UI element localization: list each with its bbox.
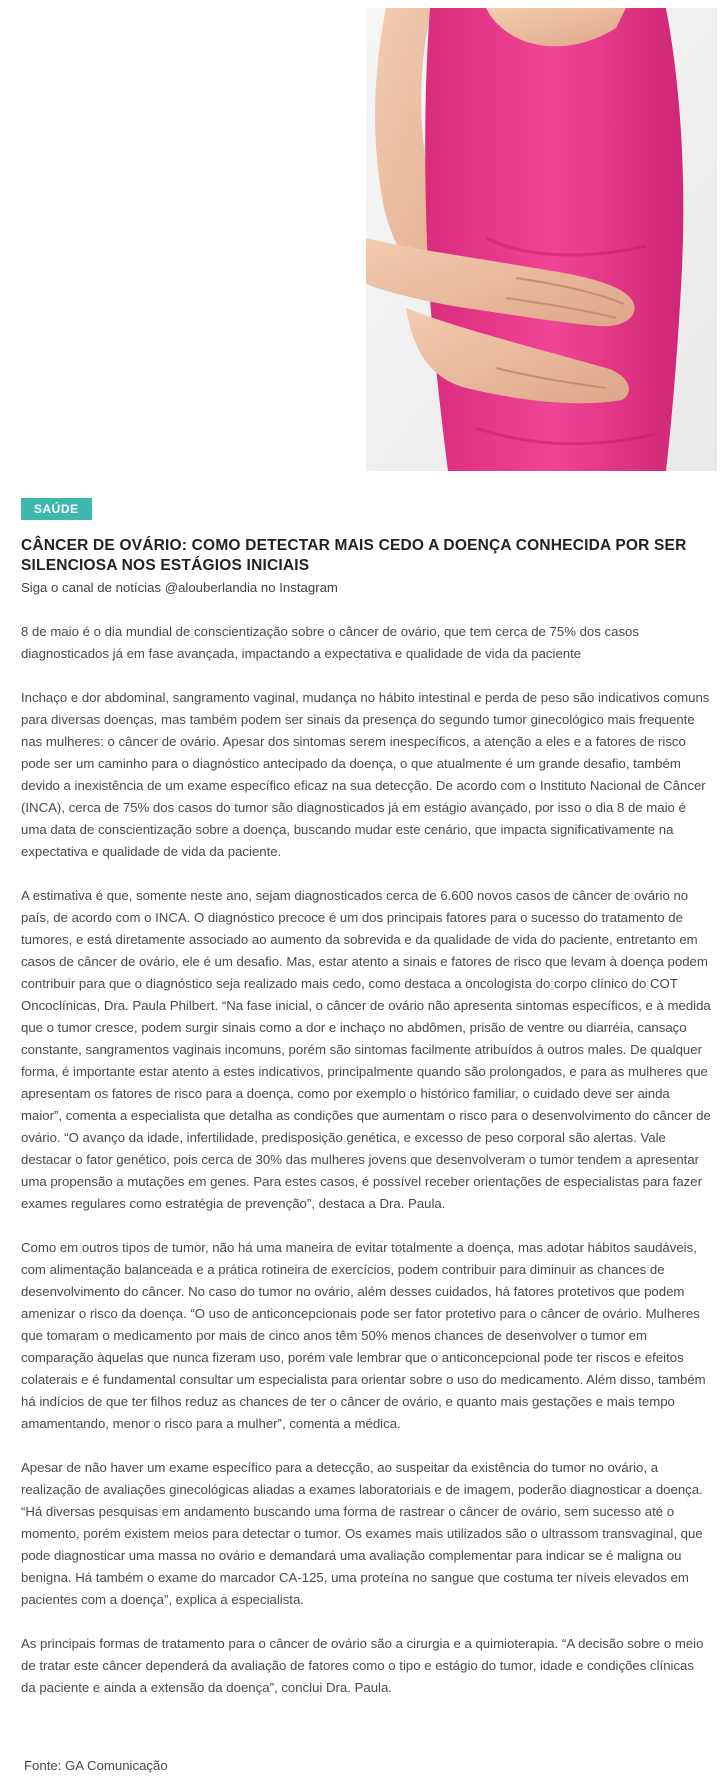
article-paragraph: 8 de maio é o dia mundial de conscientização sobre o câncer de ovário, que tem cerca de 75% dos casos diagnosticados já em fase avançada, impactando a expectativa e qualidade de vida da paciente (21, 624, 639, 661)
article-paragraph: Apesar de não haver um exame específico para a detecção, ao suspeitar da existência do tumor no ovário, a realização de avaliações ginecológicas aliadas a exames laboratoriais e de imagem, poderão diagnosticar a doença. “Há diversas pesquisas em andamento buscando uma forma de rastrear o câncer de ovário, sem sucesso até o momento, porém existem meios para detectar o tumor. Os exames mais utilizados são o ultrassom transvaginal, que pode diagnosticar uma massa no ovário e demandará uma avaliação complementar para indicar se é maligna ou benigna. Há também o exame do marcador CA-125, uma proteína no sangue que costuma ter níveis elevados em pacientes com a doença”, explica a especialista. (21, 1460, 703, 1607)
article-subtitle: Siga o canal de notícias @alouberlandia no Instagram (21, 580, 338, 595)
category-badge[interactable]: SAÚDE (21, 498, 92, 520)
article-paragraph: Como em outros tipos de tumor, não há uma maneira de evitar totalmente a doença, mas adotar hábitos saudáveis, com alimentação balanceada e a prática rotineira de exercícios, podem contribuir para diminuir as chances de desenvolvimento do câncer. No caso do tumor no ovário, além desses cuidados, há fatores protetivos que podem amenizar o risco da doença. “O uso de anticoncepcionais pode ser fator protetivo para o câncer de ovário. Mulheres que tomaram o medicamento por mais de cinco anos têm 50% menos chances de desenvolver o tumor em comparação àquelas que nunca fizeram uso, porém vale lembrar que o anticoncepcional pode ter riscos e efeitos colaterais e é fundamental consultar um especialista para orientar sobre o uso do medicamento. Além disso, também há indícios de que ter filhos reduz as chances de ter o câncer de ovário, e quanto mais gestações e mais tempo amamentando, menor o risco para a mulher”, comenta a médica. (21, 1240, 706, 1431)
article-paragraph: Inchaço e dor abdominal, sangramento vaginal, mudança no hábito intestinal e perda de peso são indicativos comuns para diversas doenças, mas também podem ser sinais da presença do segundo tumor ginecológico mais frequente nas mulheres: o câncer de ovário. Apesar dos sintomas serem inespecíficos, a atenção a eles e a fatores de risco pode ser um caminho para o diagnóstico antecipado da doença, o que atualmente é um grande desafio, também devido a inexistência de um exame específico eficaz na sua detecção. De acordo com o Instituto Nacional de Câncer (INCA), cerca de 75% dos casos do tumor são diagnosticados já em estágio avançado, por isso o dia 8 de maio é uma data de conscientização sobre a doença, buscando mudar este cenário, que impacta significativamente na expectativa e qualidade de vida da paciente. (21, 690, 710, 859)
article-paragraph: As principais formas de tratamento para o câncer de ovário são a cirurgia e a quimioterapia. “A decisão sobre o meio de tratar este câncer dependerá da avaliação de fatores como o tipo e estágio do tumor, idade e condições clínicas da paciente e ainda a extensão da doença”, conclui Dra. Paula. (21, 1636, 704, 1695)
article-hero-image (366, 8, 717, 471)
article-source: Fonte: GA Comunicação (24, 1758, 168, 1773)
article-body (21, 621, 711, 1721)
article-paragraph: A estimativa é que, somente neste ano, sejam diagnosticados cerca de 6.600 novos casos de câncer de ovário no país, de acordo com o INCA. O diagnóstico precoce é um dos principais fatores para o sucesso do tratamento de tumores, e está diretamente associado ao aumento da sobrevida e da qualidade de vida do paciente, entretanto em casos de câncer de ovário, ele é um desafio. Mas, estar atento a sinais e fatores de risco que levam à doença podem contribuir para que o diagnóstico seja realizado mais cedo, como destaca a oncologista do corpo clínico do COT Oncoclínicas, Dra. Paula Philbert. “Na fase inicial, o câncer de ovário não apresenta sintomas específicos, e à medida que o tumor cresce, podem surgir sinais como a dor e inchaço no abdômen, prisão de ventre ou diarréia, cansaço constante, sangramentos vaginais incomuns, porém são sintomas facilmente atribuídos à outros males. De qualquer forma, é importante estar atento a estes indicativos, principalmente quando são prolongados, e para as mulheres que apresentam os fatores de risco para a doença, como por exemplo o histórico familiar, o cuidado deve ser ainda maior”, comenta a especialista que detalha as condições que aumentam o risco para o desenvolvimento do câncer de ovário. “O avanço da idade, infertilidade, predisposição genética, e excesso de peso corporal são alertas. Vale destacar o fator genético, pois cerca de 30% das mulheres jovens que desenvolveram o tumor tendem a apresentar uma propensão a mutações em genes. Para estes casos, é possível receber orientações de especialistas para fazer exames regulares como estratégia de prevenção”, destaca a Dra. Paula. (21, 888, 711, 1211)
article-title: CÂNCER DE OVÁRIO: COMO DETECTAR MAIS CEDO A DOENÇA CONHECIDA POR SER SILENCIOSA NOS ESTÁGIOS INICIAIS (21, 537, 687, 574)
woman-holding-abdomen-illustration (366, 8, 717, 471)
